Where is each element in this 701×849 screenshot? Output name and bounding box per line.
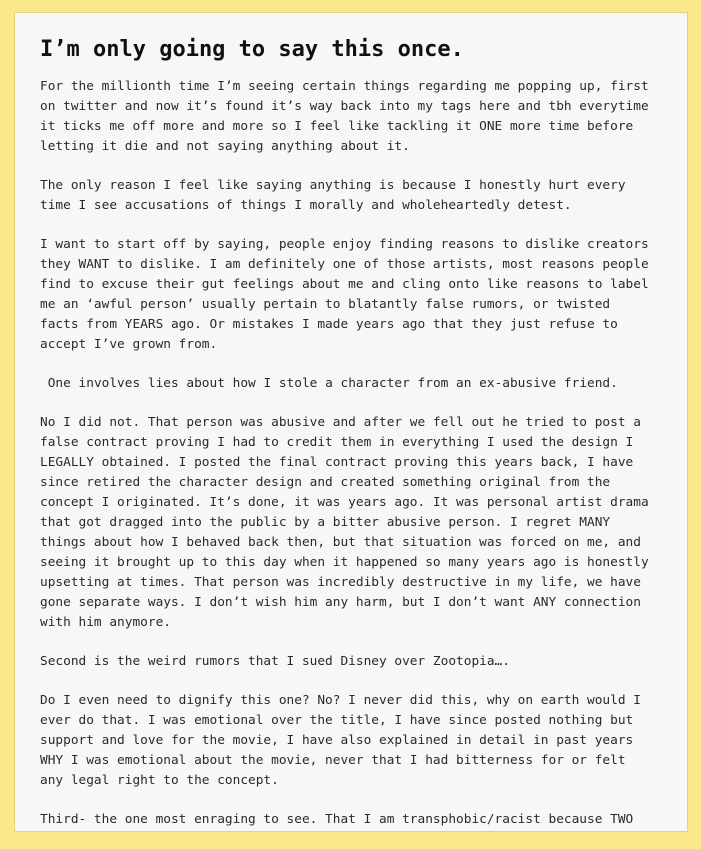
paragraph: Do I even need to dignify this one? No? I never did this, why on earth would I ever do that. I was emotional over the title, I have since posted nothing but support and love for the movie, I have also explained in detail in past years WHY I was emotional about the movie, never that I had bitterness for or felt any legal right to the concept. (40, 693, 641, 788)
paragraph: No I did not. That person was abusive and after we fell out he tried to post a false contract proving I had to credit them in everything I used the design I LEGALLY obtained. I posted the final contract proving this years back, I have since retired the character design and created something original from the concept I originated. It’s done, it was years ago. It was personal artist drama that got dragged into the public by a bitter abusive person. I regret MANY things about how I behaved back then, but that situation was forced on me, and seeing it brought up to this day when it happened so many years ago is honestly upsetting at times. That person was incredibly destructive in my life, we have gone separate ways. I don’t wish him any harm, but I don’t want ANY connection with him anymore. (40, 415, 649, 630)
post-body (40, 77, 670, 830)
post-card (14, 12, 688, 832)
paragraph: The only reason I feel like saying anything is because I honestly hurt every time I see accusations of things I morally and wholeheartedly detest. (40, 178, 626, 213)
paragraph: For the millionth time I’m seeing certain things regarding me popping up, first on twitter and now it’s found it’s way back into my tags here and tbh everytime it ticks me off more and more so I feel like tackling it ONE more time before letting it die and not saying anything about it. (40, 79, 649, 154)
post-title: I’m only going to say this once. (40, 37, 464, 62)
post-content (40, 37, 670, 849)
paragraph: One involves lies about how I stole a character from an ex-abusive friend. (40, 376, 618, 391)
paragraph: Third- the one most enraging to see. That I am transphobic/racist because TWO (40, 812, 634, 827)
paragraph: I want to start off by saying, people enjoy finding reasons to dislike creators they WANT to dislike. I am definitely one of those artists, most reasons people find to excuse their gut feelings about me and cling onto like reasons to label me an ‘awful person’ usually pertain to blatantly false rumors, or twisted facts from YEARS ago. Or mistakes I made years ago that they just refuse to accept I’ve grown from. (40, 237, 649, 352)
paragraph: Second is the weird rumors that I sued Disney over Zootopia…. (40, 654, 510, 669)
